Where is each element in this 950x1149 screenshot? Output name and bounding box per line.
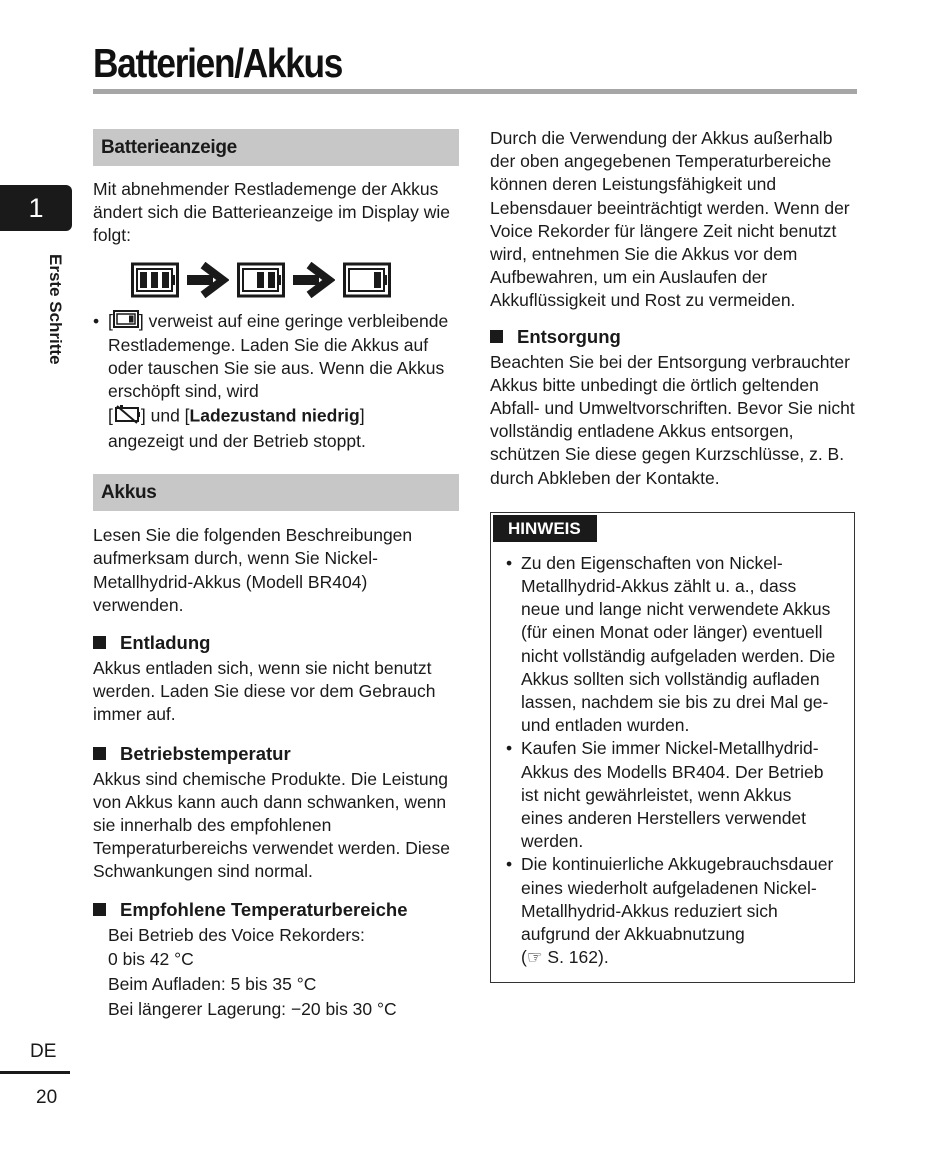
- battery-empty-icon: [113, 404, 141, 430]
- language-label: DE: [30, 1041, 57, 1062]
- page-reference[interactable]: S. 162).: [547, 947, 609, 968]
- list-item: [506, 737, 836, 853]
- temp-title: Empfohlene Temperaturbereiche: [120, 898, 408, 920]
- hand-pointer-icon: ☞: [526, 947, 543, 968]
- square-bullet-icon: [93, 636, 106, 649]
- subheading-betriebstemperatur: [93, 742, 459, 766]
- bracket-mid: ] und [: [140, 405, 190, 426]
- battery-note-end: angezeigt und der Betrieb stoppt.: [108, 430, 366, 451]
- temperature-warning: Durch die Verwendung der Akkus außerhalb der oben angegebenen Temperaturbereiche können deren Leistungsfähigkeit und Lebensdauer beeinträchtigt werden. Wenn der Voice Rekorder für längere Zeit nicht benutzt wird, entnehmen Sie die Akkus vor dem Aufbewahren, um ein Auslaufen der Akkuflüssigkeit und Rost zu vermeiden.: [490, 128, 850, 311]
- note-item-text: Zu den Eigenschaften von Nickel-Metallhydrid-Akkus zählt u. a., dass neue und lange nicht verwendete Akkus (für einen Monat oder länger) eventuell nicht vollständig aufgeladen werden. Die Akkus sollten sich vollständig aufladen lassen, nachdem sie bis zu drei Mal ge- und entladen wurden.: [521, 552, 836, 736]
- bracket-open-2: [: [108, 405, 113, 426]
- square-bullet-icon: [490, 330, 503, 343]
- temp-line: 0 bis 42 °C: [108, 948, 194, 969]
- square-bullet-icon: [93, 747, 106, 760]
- battery-full-icon: [131, 262, 179, 303]
- left-column: [93, 129, 459, 1021]
- title-rule: [93, 89, 857, 94]
- battery-medium-icon: [237, 262, 285, 303]
- note-list: [491, 542, 854, 970]
- bullet-dot: •: [506, 738, 513, 759]
- subheading-entsorgung: [490, 325, 858, 349]
- temp-ranges: [93, 924, 459, 1022]
- battery-low-icon: [343, 262, 391, 303]
- betrieb-title: Betriebstemperatur: [120, 742, 291, 764]
- battery-note: [93, 310, 459, 453]
- entladung-text: Akkus entladen sich, wenn sie nicht benutzt werden. Laden Sie diese vor dem Gebrauch immer auf.: [93, 657, 436, 725]
- bullet-dot: •: [506, 854, 513, 875]
- entladung-title: Entladung: [120, 631, 211, 653]
- bracket-close: ]: [359, 405, 365, 426]
- note-item-text: Die kontinuierliche Akkugebrauchsdauer eines wiederholt aufgeladenen Nickel-Metallhydrid-Akkus reduziert sich aufgrund der Akkuabnutzung: [521, 854, 834, 945]
- temp-line: Beim Aufladen: 5 bis 35 °C: [108, 973, 317, 994]
- battery-sequence: [93, 262, 459, 304]
- chapter-title: Erste Schritte: [46, 254, 65, 365]
- ref-open: (: [521, 947, 527, 968]
- subheading-entladung: [93, 631, 459, 655]
- temp-line: Bei Betrieb des Voice Rekorders:: [108, 924, 365, 945]
- square-bullet-icon: [93, 903, 106, 916]
- subheading-temperaturbereiche: [93, 898, 459, 922]
- arrow-right-icon: [293, 262, 335, 303]
- list-item: [506, 853, 836, 969]
- battery-note-text: ] verweist auf eine geringe verbleibende Restlademenge. Laden Sie die Akkus auf oder tauschen Sie sie aus. Wenn die Akkus erschöpft sind, wird: [108, 310, 449, 402]
- section-header-batterieanzeige: Batterieanzeige: [93, 129, 459, 166]
- note-label: HINWEIS: [493, 515, 597, 542]
- entsorgung-text: Beachten Sie bei der Entsorgung verbrauchter Akkus bitte unbedingt die örtlich geltenden Abfall- und Umweltvorschriften. Bevor Sie nicht vollständig entladene Akkus entsorgen, schützen Sie diese gegen Kurzschlüsse, z. B. durch Abkleben der Kontakte.: [490, 351, 855, 488]
- right-column: [490, 127, 858, 983]
- language-rule: [0, 1071, 70, 1074]
- note-box: [490, 512, 855, 983]
- low-charge-label: Ladezustand niedrig: [189, 405, 360, 426]
- section-header-akkus: Akkus: [93, 474, 459, 511]
- chapter-tab: 1: [0, 185, 72, 231]
- akkus-intro: Lesen Sie die folgenden Beschreibungen aufmerksam durch, wenn Sie Nickel-Metallhydrid-Akkus (Modell BR404) verwenden.: [93, 525, 413, 615]
- betrieb-text: Akkus sind chemische Produkte. Die Leistung von Akkus kann auch dann schwanken, wenn sie innerhalb des empfohlenen Temperaturbereichs verwendet werden. Diese Schwankungen sind normal.: [93, 768, 450, 882]
- battery-intro: Mit abnehmender Restlademenge der Akkus ändert sich die Batterieanzeige im Display wie folgt:: [93, 179, 450, 246]
- note-item-text: Kaufen Sie immer Nickel-Metallhydrid-Akkus des Modells BR404. Der Betrieb ist nicht gewährleistet, wenn Akkus eines anderen Herstellers verwendet werden.: [521, 738, 824, 852]
- bracket-open: [: [108, 310, 113, 331]
- page-title: Batterien/Akkus: [93, 40, 343, 86]
- arrow-right-icon: [187, 262, 229, 303]
- battery-low-icon: [113, 310, 139, 334]
- page-number: 20: [36, 1087, 58, 1108]
- bullet-dot: •: [93, 310, 100, 331]
- bullet-dot: •: [506, 552, 513, 573]
- list-item: [506, 552, 836, 738]
- temp-line: Bei längerer Lagerung: −20 bis 30 °C: [108, 999, 397, 1020]
- entsorgung-title: Entsorgung: [517, 325, 621, 347]
